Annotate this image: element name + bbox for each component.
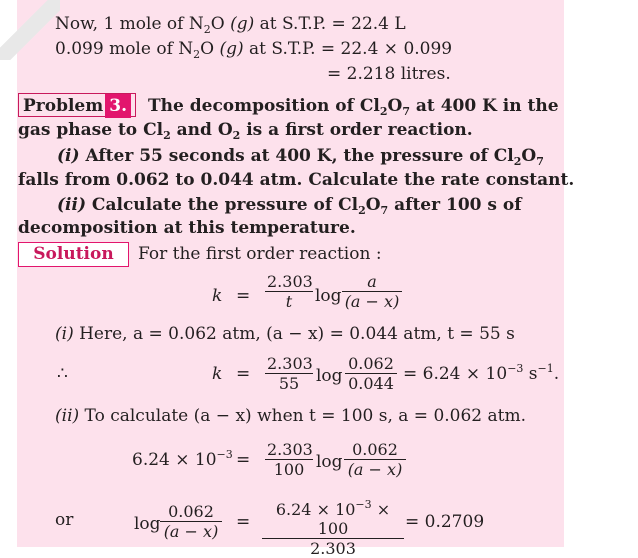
- eq1-log: log: [315, 286, 342, 306]
- eq4-result: = 0.2709: [405, 512, 485, 532]
- eq4-equals: =: [236, 512, 251, 532]
- problem-part-ii-line-2: decomposition at this temperature.: [18, 218, 356, 238]
- eq1-equals: =: [236, 286, 251, 306]
- problem-statement-line-1: The decomposition of $Cl_2O_7$ at 400 K in the: [148, 96, 559, 118]
- eq2-result: = $6.24 \times 10^{-3}$ $s^{-1}$.: [403, 362, 560, 384]
- problem-number: 3.: [105, 94, 131, 118]
- intro-result: = 2.218 litres.: [327, 64, 451, 84]
- eq3-log: log: [316, 452, 343, 472]
- problem-statement-line-2: gas phase to $Cl_2$ and $O_2$ is a first order reaction.: [18, 120, 473, 142]
- problem-part-ii-line-1: (ii) Calculate the pressure of $Cl_2O_7$ after 100 s of: [57, 195, 522, 217]
- eq4-log: log: [134, 514, 161, 534]
- eq1-fraction-1: $\frac{2.303}{t}$: [267, 272, 313, 311]
- eq2-fraction-1: $\frac{2.303}{55}$: [267, 354, 313, 393]
- solution-part-ii-setup: (ii) To calculate (a − x) when t = 100 s, a = 0.062 atm.: [55, 406, 527, 426]
- eq2-equals: =: [236, 364, 251, 384]
- solution-part-i-given: (i) Here, a = 0.062 atm, (a − x) = 0.044 atm, t = 55 s: [55, 324, 515, 344]
- eq3-lhs: $6.24 \times 10^{-3}$: [132, 448, 233, 470]
- therefore-symbol: ∴: [57, 364, 68, 384]
- eq4-fraction-2: $\frac{6.24 \times 10^{-3} \times 100}{2.303}$: [262, 500, 404, 558]
- eq4-fraction-1: $\frac{0.062}{(a - x)}$: [160, 502, 222, 541]
- eq3-equals: =: [236, 450, 251, 470]
- problem-part-i-line-2: falls from 0.062 to 0.044 atm. Calculate the rate constant.: [18, 170, 575, 190]
- eq3-fraction-2: $\frac{0.062}{(a - x)}$: [344, 440, 406, 479]
- or-label: or: [55, 510, 74, 530]
- solution-label: Solution: [18, 242, 129, 267]
- eq2-fraction-2: $\frac{0.062}{0.044}$: [345, 354, 397, 393]
- eq3-fraction-1: $\frac{2.303}{100}$: [267, 440, 313, 479]
- intro-line-1: Now, 1 mole of $N_2O$ (g) at S.T.P. = 22.4 L: [55, 14, 406, 36]
- problem-part-i-line-1: (i) After 55 seconds at 400 K, the pressure of $Cl_2O_7$: [57, 146, 544, 168]
- page-corner-decoration: [0, 0, 60, 60]
- eq1-lhs: k: [212, 286, 223, 306]
- eq1-fraction-2: $\frac{a}{(a - x)}$: [342, 272, 402, 311]
- eq2-lhs: k: [212, 364, 223, 384]
- problem-label: Problem 3.: [18, 93, 136, 117]
- intro-line-2: 0.099 mole of $N_2O$ (g) at S.T.P. = 22.4 × 0.099: [55, 39, 453, 61]
- solution-intro: For the first order reaction :: [138, 244, 382, 264]
- eq2-log: log: [316, 366, 343, 386]
